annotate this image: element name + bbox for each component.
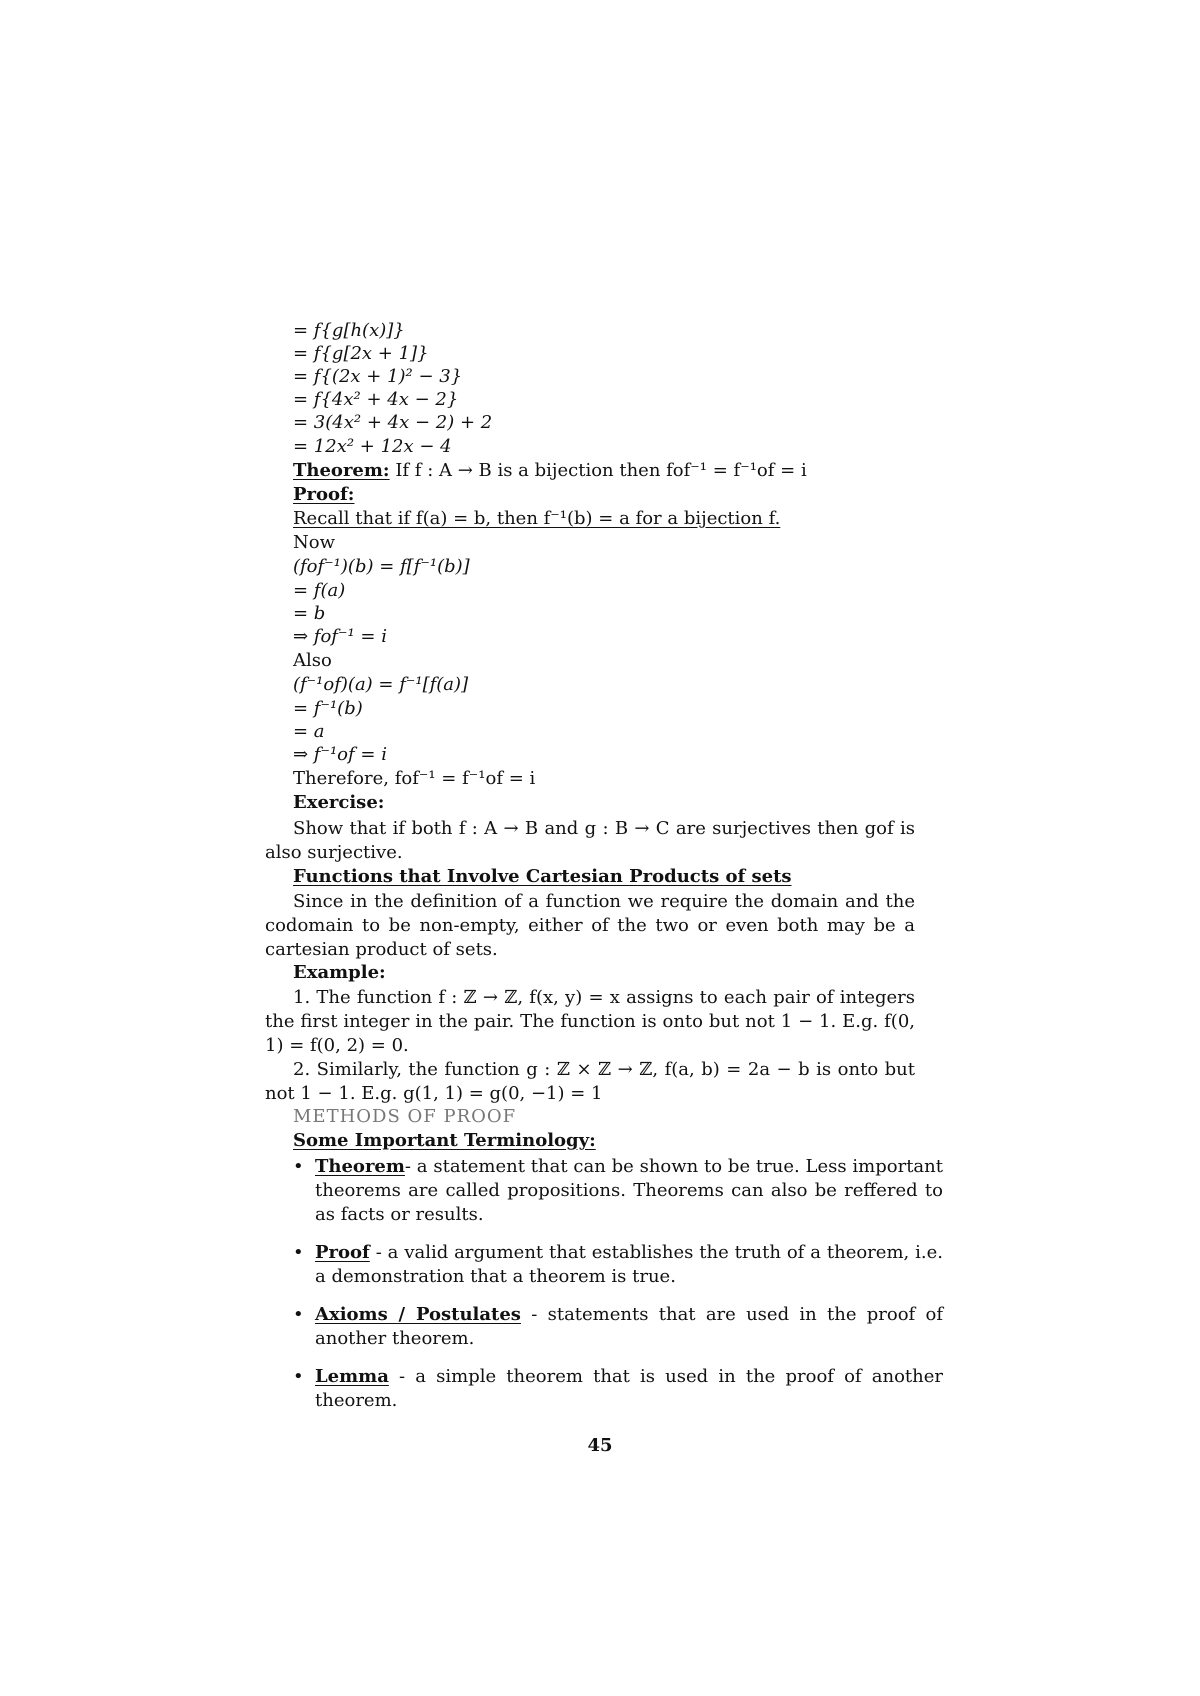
term-name: Theorem	[315, 1156, 405, 1177]
derivation-line: = 3(4x² + 4x − 2) + 2	[293, 412, 493, 433]
term-definition: - statements that are used in the proof of another theorem.	[315, 1304, 944, 1349]
exercise-text: Show that if both f : A → B and g : B → C are surjectives then gof is also surjective.	[265, 818, 915, 863]
derivation-line: = f{g[h(x)]}	[293, 320, 405, 341]
term-name: Proof	[315, 1242, 370, 1263]
proof-label: Proof:	[293, 484, 355, 505]
derivation-line: = 12x² + 12x − 4	[293, 436, 452, 457]
proof-step: = f(a)	[293, 580, 346, 601]
term-name: Lemma	[315, 1366, 389, 1387]
cartesian-heading: Functions that Involve Cartesian Products of sets	[293, 866, 792, 887]
term-definition: - a valid argument that establishes the truth of a theorem, i.e. a demonstration that a theorem is true.	[315, 1242, 943, 1287]
example-item-2: 2. Similarly, the function g : ℤ × ℤ → ℤ, f(a, b) = 2a − b is onto but not 1 − 1. E.g. g(1, 1) = g(0, −1) = 1	[265, 1059, 915, 1104]
theorem-line	[293, 460, 807, 482]
derivation-line: = f{(2x + 1)² − 3}	[293, 366, 463, 387]
theorem-label: Theorem:	[293, 460, 390, 481]
proof-step: ⇒ fof⁻¹ = i	[293, 626, 387, 647]
proof-now: Now	[293, 532, 335, 553]
term-definition: - a statement that can be shown to be true. Less important theorems are called propositions. Theorems can also be reffered to as facts or results.	[315, 1156, 943, 1225]
proof-step: (fof⁻¹)(b) = f[f⁻¹(b)]	[293, 556, 470, 577]
terminology-heading: Some Important Terminology:	[293, 1130, 596, 1151]
derivation-line: = f{g[2x + 1]}	[293, 343, 429, 364]
derivation-line: = f{4x² + 4x − 2}	[293, 389, 459, 410]
list-item	[293, 1241, 943, 1289]
proof-step: ⇒ f⁻¹of = i	[293, 744, 387, 765]
theorem-text: If f : A → B is a bijection then fof⁻¹ = f⁻¹of = i	[395, 460, 807, 481]
proof-recall: Recall that if f(a) = b, then f⁻¹(b) = a for a bijection f.	[293, 508, 781, 529]
proof-step: = b	[293, 603, 326, 624]
example-label: Example:	[293, 962, 386, 983]
term-name: Axioms / Postulates	[315, 1304, 521, 1325]
proof-therefore: Therefore, fof⁻¹ = f⁻¹of = i	[293, 768, 536, 789]
example-item-1: 1. The function f : ℤ → ℤ, f(x, y) = x assigns to each pair of integers the first integer in the pair. The function is onto but not 1 − 1. E.g. f(0, 1) = f(0, 2) = 0.	[265, 987, 915, 1056]
methods-heading: METHODS OF PROOF	[293, 1106, 517, 1127]
proof-step: = a	[293, 721, 325, 742]
term-definition: - a simple theorem that is used in the proof of another theorem.	[315, 1366, 943, 1411]
list-item	[293, 1303, 943, 1351]
list-item	[293, 1365, 943, 1413]
list-item	[293, 1155, 943, 1227]
proof-step: (f⁻¹of)(a) = f⁻¹[f(a)]	[293, 674, 469, 695]
terminology-list	[293, 1155, 943, 1427]
exercise-label: Exercise:	[293, 792, 385, 813]
proof-also: Also	[293, 650, 332, 671]
proof-step: = f⁻¹(b)	[293, 698, 363, 719]
page-number: 45	[587, 1435, 613, 1456]
cartesian-text: Since in the definition of a function we require the domain and the codomain to be non-empty, either of the two or even both may be a cartesian product of sets.	[265, 891, 915, 960]
